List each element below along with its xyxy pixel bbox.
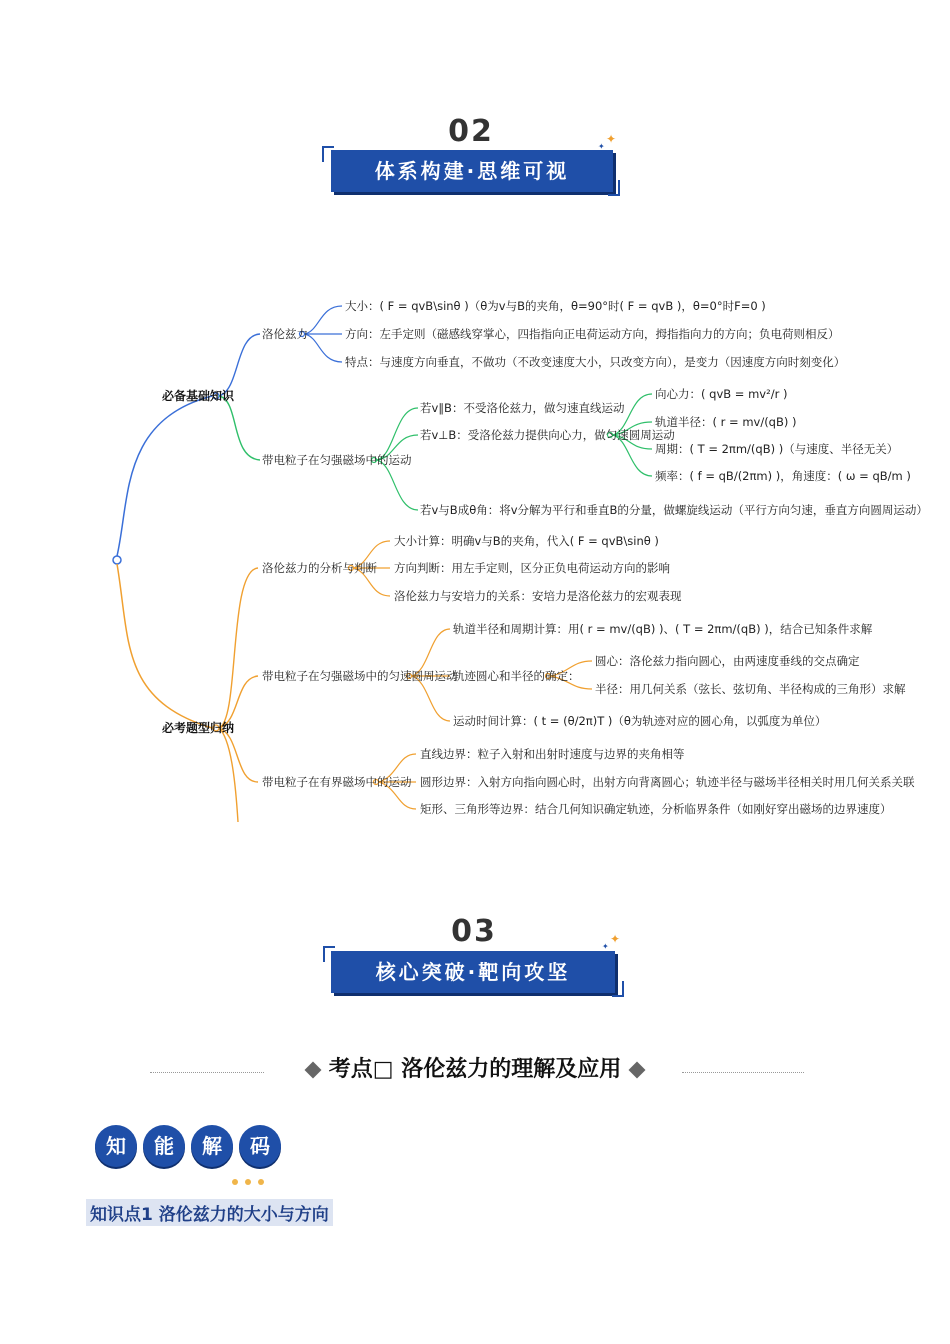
mindmap-leaf: 特点：与速度方向垂直，不做功（不改变速度大小，只改变方向），是变力（因速度方向时刻变化） [345,355,846,369]
mindmap-leaf: 矩形、三角形等边界：结合几何知识确定轨迹，分析临界条件（如刚好穿出磁场的边界速度） [420,802,892,816]
section-banner: 体系构建·思维可视 [331,150,613,192]
diamond-icon [629,1062,646,1079]
mindmap-leaf: 洛伦兹力与安培力的关系：安培力是洛伦兹力的宏观表现 [394,589,682,603]
mindmap-leaf: 轨道半径：( r = mv/(qB) ) [655,415,797,429]
mindmap-leaf: 大小：( F = qvB\sinθ )（θ为v与B的夹角，θ=90°时( F = qvB )，θ=0°时F=0 ) [345,299,766,313]
chip: 能 [143,1125,185,1167]
knowledge-point-heading: 知识点1 洛伦兹力的大小与方向 [86,1199,333,1226]
chip: 知 [95,1125,137,1167]
mindmap-leaf: 轨道半径和周期计算：用( r = mv/(qB) )、( T = 2πm/(qB) )，结合已知条件求解 [453,622,873,636]
mindmap-node-exam: 必考题型归纳 [162,721,235,735]
sparkle-icon: ✦ [606,132,617,146]
section-number: 03 [451,914,497,949]
mindmap-leaf: 直线边界：粒子入射和出射时速度与边界的夹角相等 [420,747,685,761]
mindmap-leaf: 频率：( f = qB/(2πm) )，角速度：( ω = qB/m ) [655,469,911,483]
mindmap-leaf: 方向：左手定则（磁感线穿掌心，四指指向正电荷运动方向，拇指指向力的方向；负电荷则相反） [345,327,840,341]
topic-title-text: 考点□ 洛伦兹力的理解及应用 [328,1057,622,1082]
mindmap-node-circular: 带电粒子在匀强磁场中的匀速圆周运动 [262,669,458,683]
diamond-icon [304,1062,321,1079]
mindmap-leaf: 若v∥B：不受洛伦兹力，做匀速直线运动 [420,401,625,415]
dot [245,1179,251,1185]
mindmap-node-basic: 必备基础知识 [162,389,235,403]
mindmap-leaf: 半径：用几何关系（弦长、弦切角、半径构成的三角形）求解 [595,682,906,696]
mindmap-node-analysis: 洛伦兹力的分析与判断 [262,561,377,575]
section-banner: 核心突破·靶向攻坚 [331,951,615,993]
mindmap-leaf: 大小计算：明确v与B的夹角，代入( F = qvB\sinθ ) [394,534,659,548]
mindmap-leaf: 方向判断：用左手定则，区分正负电荷运动方向的影响 [394,561,670,575]
banner-bracket-right [612,981,624,997]
mindmap-leaf: 运动时间计算：( t = (θ/2π)T )（θ为轨迹对应的圆心角，以弧度为单位） [453,714,827,728]
mindmap-leaf: 向心力：( qvB = mv²/r ) [655,387,788,401]
sparkle-icon: ✦ [610,932,621,946]
mindmap-leaf: 轨迹圆心和半径的确定： [453,669,580,683]
mindmap-leaf: 圆心：洛伦兹力指向圆心，由两速度垂线的交点确定 [595,654,860,668]
mindmap-leaf: 若v⊥B：受洛伦兹力提供向心力，做匀速圆周运动 [420,428,675,442]
sparkle-icon: ✦ [598,142,605,151]
section-number: 02 [448,114,494,149]
dot [258,1179,264,1185]
dot [232,1179,238,1185]
mindmap-node-bounded: 带电粒子在有界磁场中的运动 [262,775,412,789]
mindmap-node-lorentz: 洛伦兹力 [262,327,308,341]
mindmap-leaf: 周期：( T = 2πm/(qB) )（与速度、半径无关） [655,442,899,456]
mindmap-leaf: 圆形边界：入射方向指向圆心时，出射方向背离圆心；轨迹半径与磁场半径相关时用几何关系关联 [420,775,915,789]
mindmap-leaf: 若v与B成θ角：将v分解为平行和垂直B的分量，做螺旋线运动（平行方向匀速，垂直方向圆周运动） [420,503,928,517]
chip: 解 [191,1125,233,1167]
chip: 码 [239,1125,281,1167]
mindmap-node-uniform-field: 带电粒子在匀强磁场中的运动 [262,453,412,467]
sparkle-icon: ✦ [602,942,609,951]
topic-heading [0,1052,950,1083]
